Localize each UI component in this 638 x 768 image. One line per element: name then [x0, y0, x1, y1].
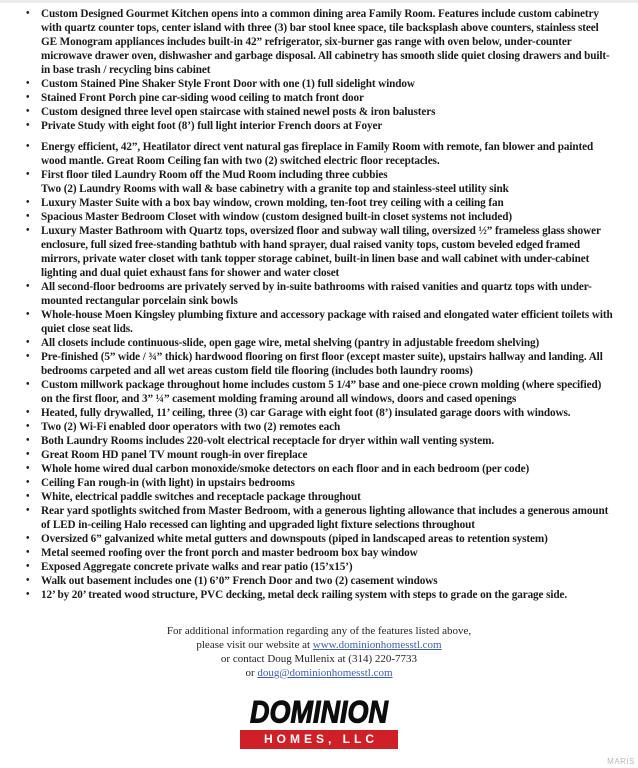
- feature-text: Two (2) Laundry Rooms with wall & base cabinetry with a granite top and stainless-steel utility sink: [41, 183, 509, 195]
- footer-line-4: [0, 666, 638, 680]
- list-item: [26, 196, 614, 210]
- feature-text: 12’ by 20’ treated wood structure, PVC decking, metal deck railing system with steps to grade on the garage side.: [41, 589, 568, 601]
- feature-text: Custom Designed Gourmet Kitchen opens into a common dining area Family Room. Features include custom cabinetry with quartz counter tops, center island with three (3) bar stool knee space, tile backsplash above counters, stainless steel GE Monogram appliances includes built-in 42” refrigerator, six-burner gas range with oven below, under-counter microwave drawer oven, dishwasher and garbage disposal. All cabinetry has smooth slide quiet closing drawers and built-in base trash / recycling bins cabinet: [41, 8, 610, 76]
- bullet-marker: •: [26, 449, 30, 460]
- website-link[interactable]: www.dominionhomesstl.com: [312, 639, 442, 651]
- logo-wordmark: DOMINION: [249, 695, 388, 730]
- bullet-marker: •: [26, 533, 30, 544]
- bullet-marker: •: [26, 561, 30, 572]
- feature-text: Walk out basement includes one (1) 6’0” French Door and two (2) casement windows: [41, 575, 438, 587]
- bullet-marker: •: [26, 78, 30, 89]
- feature-text: Whole-house Moen Kingsley plumbing fixture and accessory package with raised and elongated water efficient toilets with quiet close seat lids.: [41, 309, 613, 335]
- feature-text: Great Room HD panel TV mount rough-in over fireplace: [41, 449, 308, 461]
- bullet-marker: •: [26, 106, 30, 117]
- feature-text: All closets include continuous-slide, open gage wire, metal shelving (pantry in adjustable freedom shelving): [41, 337, 540, 349]
- feature-list: [26, 7, 614, 602]
- list-item: [26, 105, 614, 119]
- list-item: [26, 119, 614, 133]
- list-item: [26, 434, 614, 448]
- feature-text: Exposed Aggregate concrete private walks and rear patio (15’x15’): [41, 561, 353, 573]
- list-item: [26, 504, 614, 532]
- feature-text: Custom Stained Pine Shaker Style Front Door with one (1) full sidelight window: [41, 78, 415, 90]
- footer-line-3: or contact Doug Mullenix at (314) 220-7733: [220, 653, 418, 665]
- list-item: [26, 77, 614, 91]
- bullet-marker: [26, 182, 41, 196]
- feature-text: Metal seemed roofing over the front porch and master bedroom box bay window: [41, 547, 418, 559]
- feature-text: Pre-finished (5” wide / ¾” thick) hardwood flooring on first floor (except master suite), upstairs hallway and landing. All bedrooms carpeted and all wet areas custom field tile flooring (includes both laundry rooms): [41, 351, 603, 377]
- logo-subtitle-bar: HOMES, LLC: [240, 730, 398, 749]
- feature-text: Both Laundry Rooms includes 220-volt electrical receptacle for dryer within wall venting system.: [41, 435, 495, 447]
- list-item: [26, 168, 614, 182]
- bullet-marker: •: [26, 141, 30, 152]
- list-item: [26, 7, 614, 77]
- bullet-marker: •: [26, 169, 30, 180]
- dominion-logo: [234, 697, 404, 749]
- bullet-marker: •: [26, 351, 30, 362]
- footer-text: please visit our website at: [196, 639, 313, 651]
- list-item: [26, 476, 614, 490]
- list-item: [26, 490, 614, 504]
- bullet-marker: •: [26, 225, 30, 236]
- bullet-marker: •: [26, 491, 30, 502]
- footer-text: or: [245, 667, 258, 679]
- list-item: [26, 420, 614, 434]
- list-item: [26, 336, 614, 350]
- feature-text: Custom millwork package throughout home includes custom 5 1/4” base and one-piece crown molding (where specified) on the first floor, and 3” ¼” casement molding framing around all windows, doors and cased openings: [41, 379, 602, 405]
- list-item: [26, 574, 614, 588]
- list-item: [26, 462, 614, 476]
- bullet-marker: •: [26, 281, 30, 292]
- bullet-marker: •: [26, 435, 30, 446]
- bullet-marker: •: [26, 211, 30, 222]
- list-item: [26, 350, 614, 378]
- scan-edge-artifact: [0, 0, 638, 3]
- feature-text: Custom designed three level open staircase with stained newel posts & iron balusters: [41, 106, 436, 118]
- feature-text: Two (2) Wi-Fi enabled door operators with two (2) remotes each: [41, 421, 341, 433]
- maris-watermark: MARIS: [607, 757, 635, 766]
- feature-text: Luxury Master Bathroom with Quartz tops, oversized floor and subway wall tiling, oversized ½” frameless glass shower enclosure, full sized free-standing bathtub with hand sprayer, dual raised vanity tops, custom beveled edged framed mirrors, private water closet with tank topper storage cabinet, built-in linen base and wall cabinet with under-cabinet lighting and dual quiet exhaust fans for shower and water closet: [41, 225, 601, 279]
- list-item: [26, 560, 614, 574]
- list-item: [26, 308, 614, 336]
- bullet-marker: •: [26, 120, 30, 131]
- bullet-marker: •: [26, 575, 30, 586]
- bullet-marker: •: [26, 547, 30, 558]
- list-item: [26, 91, 614, 105]
- bullet-marker: •: [26, 379, 30, 390]
- feature-text: Whole home wired dual carbon monoxide/smoke detectors on each floor and in each bedroom (per code): [41, 463, 530, 475]
- bullet-marker: •: [26, 309, 30, 320]
- list-item: [26, 588, 614, 602]
- bullet-marker: •: [26, 589, 30, 600]
- list-item: [26, 280, 614, 308]
- feature-text: Rear yard spotlights switched from Master Bedroom, with a generous lighting allowance that includes a generous amount of LED in-ceiling Halo recessed can lighting and upgraded light fixture selections throughout: [41, 505, 609, 531]
- footer-line-1: For additional information regarding any of the features listed above,: [166, 625, 472, 637]
- list-item: [26, 406, 614, 420]
- list-item: [26, 224, 614, 280]
- feature-text: Energy efficient, 42”, Heatilator direct vent natural gas fireplace in Family Room with remote, fan blower and painted wood mantle. Great Room Ceiling fan with two (2) switched electric floor receptacles.: [41, 141, 594, 167]
- feature-text: Spacious Master Bedroom Closet with window (custom designed built-in closet systems not included): [41, 211, 512, 223]
- bullet-marker: •: [26, 92, 30, 103]
- bullet-marker: •: [26, 8, 30, 19]
- footer: [0, 624, 638, 680]
- bullet-marker: •: [26, 463, 30, 474]
- footer-line-2: [0, 638, 638, 652]
- feature-text: Luxury Master Suite with a box bay window, crown molding, ten-foot trey ceiling with a ceiling fan: [41, 197, 504, 209]
- feature-text: Heated, fully drywalled, 11’ ceiling, three (3) car Garage with eight foot (8’) insulated garage doors with windows.: [41, 407, 571, 419]
- bullet-marker: •: [26, 407, 30, 418]
- feature-text: First floor tiled Laundry Room off the Mud Room including three cubbies: [41, 169, 388, 181]
- list-item: [26, 532, 614, 546]
- feature-text: White, electrical paddle switches and receptacle package throughout: [41, 491, 361, 503]
- bullet-marker: •: [26, 337, 30, 348]
- bullet-marker: •: [26, 477, 30, 488]
- list-item: [26, 140, 614, 168]
- feature-text: Stained Front Porch pine car-siding wood ceiling to match front door: [41, 92, 364, 104]
- list-item: [26, 210, 614, 224]
- bullet-marker: •: [26, 197, 30, 208]
- feature-text: Ceiling Fan rough-in (with light) in upstairs bedrooms: [41, 477, 295, 489]
- feature-text: Oversized 6” galvanized white metal gutters and downspouts (piped in landscaped areas to retention system): [41, 533, 548, 545]
- email-link[interactable]: doug@dominionhomesstl.com: [257, 667, 393, 679]
- list-item: [26, 182, 614, 196]
- feature-text: All second-floor bedrooms are privately served by in-suite bathrooms with raised vanities and quartz tops with under-mounted rectangular porcelain sink bowls: [41, 281, 592, 307]
- list-item: [26, 546, 614, 560]
- list-item: [26, 448, 614, 462]
- bullet-marker: •: [26, 505, 30, 516]
- list-item: [26, 378, 614, 406]
- bullet-marker: •: [26, 421, 30, 432]
- feature-text: Private Study with eight foot (8’) full light interior French doors at Foyer: [41, 120, 383, 132]
